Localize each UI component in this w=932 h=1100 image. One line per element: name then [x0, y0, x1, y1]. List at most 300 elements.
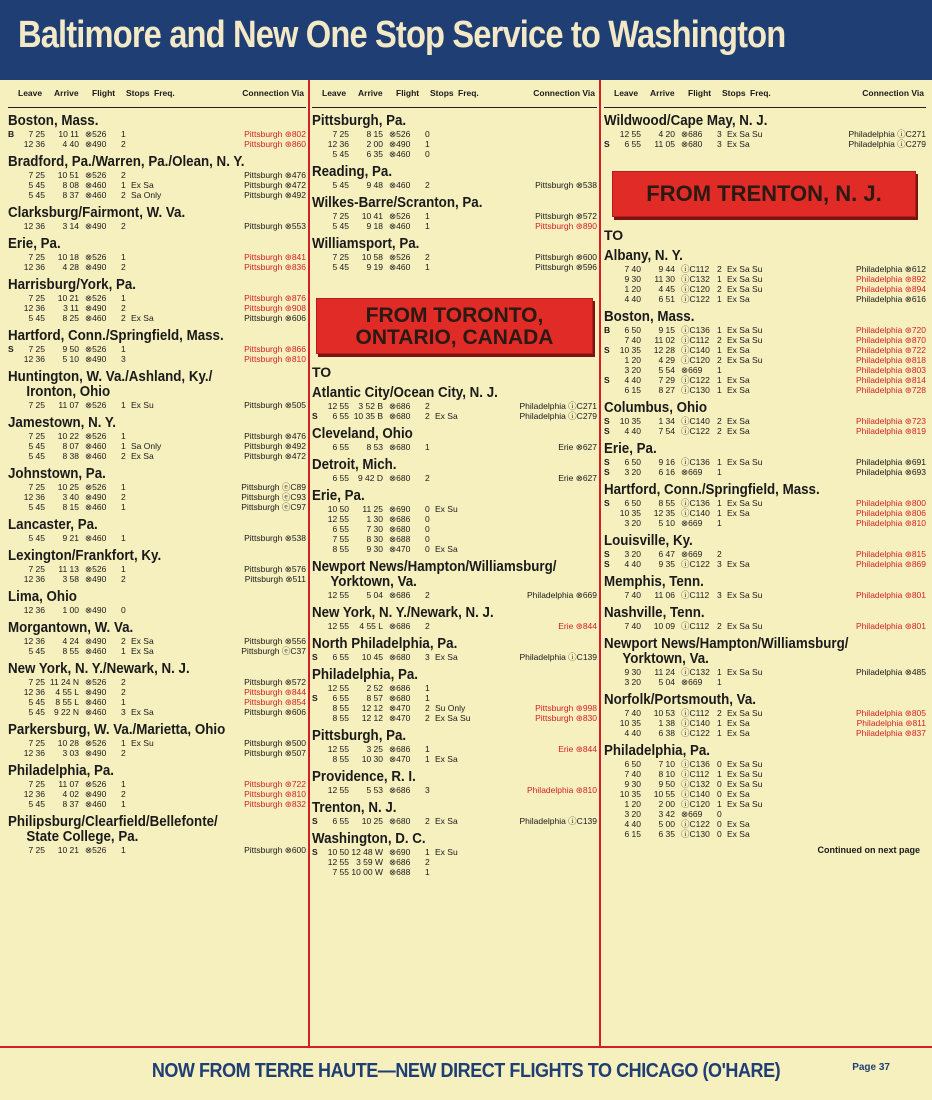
service-flag	[312, 621, 321, 631]
destination-city: Providence, R. I.	[312, 769, 416, 785]
flight-row	[604, 829, 926, 839]
leave-time: 10 50	[327, 504, 349, 514]
stops-count: 0	[717, 789, 722, 799]
stops-count: 1	[717, 518, 722, 528]
destination-city: Boston, Mass.	[604, 309, 695, 325]
arrive-time: 10 58	[361, 252, 383, 262]
schedule-column-1	[8, 80, 306, 1045]
service-flag: S	[312, 816, 318, 826]
destination-section	[312, 801, 597, 826]
flight-row	[604, 498, 926, 508]
flight-number: ⓘC112	[681, 769, 710, 779]
stops-count: 3	[717, 139, 722, 149]
service-flag	[312, 180, 321, 190]
arrive-time: 10 00 W	[351, 867, 383, 877]
frequency: Ex Sa	[131, 646, 154, 656]
connection-via: Philadelphia ⊗691	[856, 457, 926, 467]
service-flag	[8, 482, 17, 492]
leave-time: 12 55	[327, 785, 349, 795]
flight-row	[604, 365, 926, 375]
column-header	[8, 88, 306, 108]
flight-number: ⊗490	[85, 492, 107, 502]
flight-row	[312, 867, 597, 877]
arrive-time: 11 07	[58, 779, 79, 789]
flight-row	[8, 779, 306, 789]
stops-count: 1	[121, 697, 126, 707]
stops-count: 1	[121, 431, 126, 441]
stops-count: 2	[717, 335, 722, 345]
flight-number: ⊗669	[681, 677, 703, 687]
leave-time: 6 55	[332, 693, 349, 703]
connection-via: Philadelphia ⊛819	[856, 426, 926, 436]
flight-number: ⊗470	[389, 703, 411, 713]
leave-time: 6 50	[624, 759, 641, 769]
flight-row	[312, 713, 597, 723]
leave-time: 7 25	[28, 779, 45, 789]
flight-number: ⊗490	[85, 636, 107, 646]
stops-count: 2	[121, 221, 126, 231]
frequency	[131, 789, 181, 799]
stops-count: 3	[121, 707, 126, 717]
flight-number: ⓘC112	[681, 335, 710, 345]
arrive-time: 11 02	[654, 335, 675, 345]
arrive-time: 11 05	[654, 139, 675, 149]
stops-count: 1	[425, 867, 430, 877]
leave-time: 7 40	[624, 264, 641, 274]
arrive-time: 11 07	[58, 400, 79, 410]
connection-via: Philadelphia ⊛803	[856, 365, 926, 375]
stops-count: 1	[717, 325, 722, 335]
leave-time: 6 50	[624, 325, 641, 335]
destination-section	[312, 386, 597, 421]
header-freq: Freq.	[750, 88, 771, 98]
service-flag	[8, 799, 17, 809]
connection-via: Philadelphia ⊛810	[856, 518, 926, 528]
service-flag	[604, 365, 613, 375]
destination-section	[604, 744, 926, 839]
stops-count: 0	[717, 779, 722, 789]
service-flag	[312, 401, 321, 411]
destination-city: Philadelphia, Pa.	[312, 667, 419, 683]
leave-time: 7 25	[28, 482, 45, 492]
service-flag	[8, 789, 17, 799]
leave-time: 10 35	[619, 345, 641, 355]
flight-number: ⊗470	[389, 713, 411, 723]
connection-via: Erie ⊗627	[558, 473, 597, 483]
destination-city: Erie, Pa.	[604, 441, 657, 457]
flight-number: ⊗669	[681, 518, 703, 528]
flight-number: ⊗686	[389, 785, 411, 795]
stops-count: 3	[717, 590, 722, 600]
connection-via: Pittsburgh ⊛860	[244, 139, 306, 149]
service-flag	[312, 590, 321, 600]
flight-number: ⊗686	[389, 857, 411, 867]
frequency: Ex Su	[435, 504, 458, 514]
arrive-time: 2 00	[658, 799, 675, 809]
connection-via: Pittsburgh ⊛836	[244, 262, 306, 272]
frequency: Ex Sa	[727, 426, 750, 436]
arrive-time: 5 53	[366, 785, 383, 795]
flight-row	[604, 518, 926, 528]
leave-time: 12 55	[327, 683, 349, 693]
leave-time: 7 25	[28, 431, 45, 441]
frequency: Ex Su	[131, 738, 154, 748]
connection-via: Philadelphia ⊛722	[856, 345, 926, 355]
arrive-time: 4 20	[658, 129, 675, 139]
leave-time: 12 36	[23, 492, 45, 502]
arrive-time: 3 59 W	[356, 857, 383, 867]
arrive-time: 8 10	[658, 769, 675, 779]
connection-via: Philadelphia ⊗485	[856, 667, 926, 677]
flight-number: ⊗686	[389, 590, 411, 600]
frequency	[435, 534, 485, 544]
frequency: Ex Sa Su	[727, 325, 763, 335]
flight-number: ⊗680	[389, 442, 411, 452]
arrive-time: 9 22 N	[53, 707, 79, 717]
connection-via	[485, 129, 597, 139]
flight-row	[8, 605, 306, 615]
destination-section	[8, 416, 306, 461]
flight-row	[8, 303, 306, 313]
frequency	[435, 442, 485, 452]
arrive-time: 4 45	[658, 284, 675, 294]
flight-row	[604, 809, 926, 819]
stops-count: 1	[717, 345, 722, 355]
leave-time: 7 40	[624, 621, 641, 631]
destination-city: North Philadelphia, Pa.	[312, 636, 458, 652]
frequency	[435, 514, 485, 524]
frequency	[131, 845, 181, 855]
destination-section	[8, 723, 306, 758]
flight-number: ⊗526	[85, 344, 107, 354]
service-flag	[8, 646, 17, 656]
leave-time: 5 45	[28, 180, 45, 190]
leave-time: 7 25	[28, 129, 45, 139]
flight-number: ⓘC122	[681, 426, 710, 436]
frequency	[727, 677, 777, 687]
flight-row	[312, 401, 597, 411]
flight-row	[604, 677, 926, 687]
stops-count: 2	[425, 857, 430, 867]
flight-row	[8, 697, 306, 707]
stops-count: 2	[425, 590, 430, 600]
service-flag: S	[312, 411, 318, 421]
flight-number: ⓘC112	[681, 708, 710, 718]
leave-time: 6 55	[332, 816, 349, 826]
leave-time: 5 45	[28, 441, 45, 451]
arrive-time: 8 57	[366, 693, 383, 703]
stops-count: 0	[717, 829, 722, 839]
flight-row	[8, 190, 306, 200]
arrive-time: 8 37	[62, 799, 79, 809]
arrive-time: 1 34	[658, 416, 675, 426]
leave-time: 5 45	[28, 799, 45, 809]
connection-via	[485, 847, 597, 857]
connection-via	[485, 139, 597, 149]
connection-via: Pittsburgh ⓔC37	[241, 646, 306, 656]
frequency: Ex Sa Su	[727, 274, 763, 284]
arrive-time: 12 12	[361, 703, 383, 713]
service-flag	[604, 728, 613, 738]
arrive-time: 8 27	[658, 385, 675, 395]
flight-row	[604, 139, 926, 149]
flight-number: ⊗686	[681, 129, 703, 139]
schedule-column-3	[604, 80, 926, 1045]
leave-time: 4 40	[624, 426, 641, 436]
connection-via	[485, 857, 597, 867]
service-flag	[604, 284, 613, 294]
page-title: Baltimore and New One Stop Service to Washington	[18, 14, 786, 56]
arrive-time: 5 54	[658, 365, 675, 375]
stops-count: 1	[717, 728, 722, 738]
flight-row	[8, 221, 306, 231]
service-flag	[8, 139, 17, 149]
leave-time: 7 25	[28, 738, 45, 748]
frequency	[131, 303, 181, 313]
column-header	[604, 88, 926, 108]
service-flag	[312, 754, 321, 764]
destination-city: Huntington, W. Va./Ashland, Ky./	[8, 369, 213, 385]
arrive-time: 10 25	[361, 816, 383, 826]
connection-via	[777, 799, 926, 809]
connection-via: Philadelphia ⊛801	[856, 621, 926, 631]
leave-time: 12 36	[327, 139, 349, 149]
flight-number: ⓘC122	[681, 819, 710, 829]
destination-city: New York, N. Y./Newark, N. J.	[312, 605, 494, 621]
flight-number: ⊗669	[681, 549, 703, 559]
connection-via: Pittsburgh ⊗572	[535, 211, 597, 221]
destination-city: New York, N. Y./Newark, N. J.	[8, 661, 190, 677]
leave-time: 12 55	[327, 590, 349, 600]
stops-count: 2	[717, 621, 722, 631]
service-flag	[604, 335, 613, 345]
frequency: Ex Sa Su	[727, 769, 763, 779]
stops-count: 2	[121, 748, 126, 758]
leave-time: 7 25	[28, 564, 45, 574]
connection-via: Pittsburgh ⊗606	[244, 707, 306, 717]
leave-time: 6 55	[332, 442, 349, 452]
flight-number: ⊗490	[85, 262, 107, 272]
service-flag	[8, 707, 17, 717]
footer-divider	[0, 1046, 932, 1048]
connection-via: Pittsburgh ⊗572	[244, 677, 306, 687]
frequency: Ex Sa	[727, 789, 750, 799]
leave-time: 12 55	[327, 744, 349, 754]
leave-time: 12 36	[23, 636, 45, 646]
service-flag	[312, 703, 321, 713]
destination-section	[604, 310, 926, 395]
service-flag	[8, 221, 17, 231]
frequency: Ex Sa	[131, 313, 154, 323]
connection-via	[485, 683, 597, 693]
destination-city: Washington, D. C.	[312, 831, 426, 847]
frequency: Ex Sa Su	[727, 284, 763, 294]
frequency: Ex Sa	[727, 819, 750, 829]
arrive-time: 4 29	[658, 355, 675, 365]
stops-count: 2	[121, 789, 126, 799]
arrive-time: 6 35	[366, 149, 383, 159]
connection-via: Philadelphia ⊛870	[856, 335, 926, 345]
header-stops: Stops	[430, 88, 454, 98]
stops-count: 1	[425, 754, 430, 764]
stops-count: 0	[717, 809, 722, 819]
flight-number: ⓘC122	[681, 294, 710, 304]
connection-via: Philadelphia ⊛892	[856, 274, 926, 284]
stops-count: 1	[425, 744, 430, 754]
arrive-time: 3 14	[62, 221, 79, 231]
service-flag	[604, 294, 613, 304]
service-flag	[8, 313, 17, 323]
service-flag: S	[604, 549, 610, 559]
flight-row	[8, 441, 306, 451]
flight-row	[312, 473, 597, 483]
arrive-time: 4 24	[62, 636, 79, 646]
connection-via	[777, 809, 926, 819]
connection-via: Pittsburgh ⊛908	[244, 303, 306, 313]
flight-row	[604, 621, 926, 631]
connection-via: Philadelphia ⊛815	[856, 549, 926, 559]
frequency	[435, 867, 485, 877]
leave-time: 9 30	[624, 274, 641, 284]
arrive-time: 10 09	[653, 621, 675, 631]
connection-via: Pittsburgh ⊗492	[244, 190, 306, 200]
leave-time: 6 50	[624, 457, 641, 467]
connection-via: Pittsburgh ⊗472	[244, 180, 306, 190]
flight-number: ⓘC140	[681, 345, 710, 355]
connection-via	[777, 759, 926, 769]
flight-row	[8, 738, 306, 748]
flight-number: ⊗460	[85, 313, 107, 323]
service-flag	[604, 829, 613, 839]
flight-row	[8, 677, 306, 687]
arrive-time: 4 55 L	[359, 621, 383, 631]
flight-row	[604, 467, 926, 477]
flight-row	[312, 816, 597, 826]
connection-via	[485, 524, 597, 534]
stops-count: 2	[717, 549, 722, 559]
leave-time: 7 25	[28, 252, 45, 262]
stops-count: 2	[121, 303, 126, 313]
frequency	[131, 564, 181, 574]
arrive-time: 12 35	[653, 508, 675, 518]
service-flag	[604, 590, 613, 600]
destination-section	[8, 764, 306, 809]
flight-number: ⊗460	[85, 451, 107, 461]
flight-row	[8, 293, 306, 303]
leave-time: 12 36	[23, 262, 45, 272]
arrive-time: 1 30	[366, 514, 383, 524]
flight-row	[312, 221, 597, 231]
flight-row	[312, 785, 597, 795]
destination-city-continued: Ironton, Ohio	[26, 384, 111, 400]
flight-number: ⊗490	[85, 574, 107, 584]
flight-row	[604, 264, 926, 274]
connection-via: Pittsburgh ⊗476	[244, 431, 306, 441]
frequency	[435, 785, 485, 795]
stops-count: 1	[717, 274, 722, 284]
connection-via: Pittsburgh ⊗576	[244, 564, 306, 574]
flight-number: ⓘC136	[681, 759, 710, 769]
flight-number: ⊗669	[681, 365, 703, 375]
frequency	[727, 365, 777, 375]
frequency: Ex Sa	[727, 294, 750, 304]
flight-row	[312, 847, 597, 857]
destination-section	[312, 637, 597, 662]
leave-time: 7 25	[332, 252, 349, 262]
connection-via: Pittsburgh ⊛810	[244, 789, 306, 799]
flight-number: ⓘC120	[681, 284, 710, 294]
arrive-time: 2 00	[366, 139, 383, 149]
stops-count: 1	[121, 400, 126, 410]
destination-section	[604, 483, 926, 528]
leave-time: 5 45	[28, 190, 45, 200]
stops-count: 1	[121, 533, 126, 543]
service-flag: S	[604, 559, 610, 569]
frequency	[435, 262, 485, 272]
frequency	[435, 621, 485, 631]
frequency: Ex Sa Su	[727, 498, 763, 508]
stops-count: 2	[121, 636, 126, 646]
frequency: Ex Sa Su	[727, 590, 763, 600]
arrive-time: 10 35 B	[353, 411, 383, 421]
connection-via: Pittsburgh ⊛854	[244, 697, 306, 707]
arrive-time: 10 55	[653, 789, 675, 799]
connection-via: Philadelphia ⓘC271	[848, 129, 926, 139]
frequency: Ex Sa	[131, 707, 154, 717]
arrive-time: 10 11	[58, 129, 79, 139]
service-flag	[8, 845, 17, 855]
arrive-time: 8 37	[62, 190, 79, 200]
frequency: Ex Sa	[435, 754, 458, 764]
leave-time: 4 40	[624, 294, 641, 304]
frequency: Ex Sa	[727, 416, 750, 426]
frequency	[435, 693, 485, 703]
flight-number: ⓘC122	[681, 728, 710, 738]
leave-time: 7 55	[332, 867, 349, 877]
destination-city: Columbus, Ohio	[604, 400, 708, 416]
stops-count: 2	[121, 139, 126, 149]
destination-section	[8, 329, 306, 364]
destination-city: Wildwood/Cape May, N. J.	[604, 113, 768, 129]
destination-section	[312, 606, 597, 631]
service-flag	[8, 492, 17, 502]
flight-row	[604, 779, 926, 789]
flight-number: ⊗526	[85, 564, 107, 574]
connection-via: Erie ⊛844	[558, 744, 597, 754]
service-flag	[8, 738, 17, 748]
arrive-time: 8 08	[62, 180, 79, 190]
destination-city: Hartford, Conn./Springfield, Mass.	[604, 482, 820, 498]
stops-count: 2	[121, 492, 126, 502]
destination-section	[604, 575, 926, 600]
connection-via: Philadelphia ⊛805	[856, 708, 926, 718]
destination-city: Pittsburgh, Pa.	[312, 113, 407, 129]
frequency	[131, 748, 181, 758]
leave-time: 3 20	[624, 518, 641, 528]
service-flag: S	[312, 652, 318, 662]
leave-time: 4 40	[624, 819, 641, 829]
stops-count: 0	[717, 759, 722, 769]
flight-number: ⊗460	[389, 180, 411, 190]
leave-time: 3 20	[624, 549, 641, 559]
connection-via: Pittsburgh ⓔC89	[241, 482, 306, 492]
frequency: Ex Sa Su	[727, 667, 763, 677]
flight-row	[604, 728, 926, 738]
service-flag	[604, 779, 613, 789]
stops-count: 1	[425, 693, 430, 703]
frequency	[131, 252, 181, 262]
destination-city: Lancaster, Pa.	[8, 517, 98, 533]
